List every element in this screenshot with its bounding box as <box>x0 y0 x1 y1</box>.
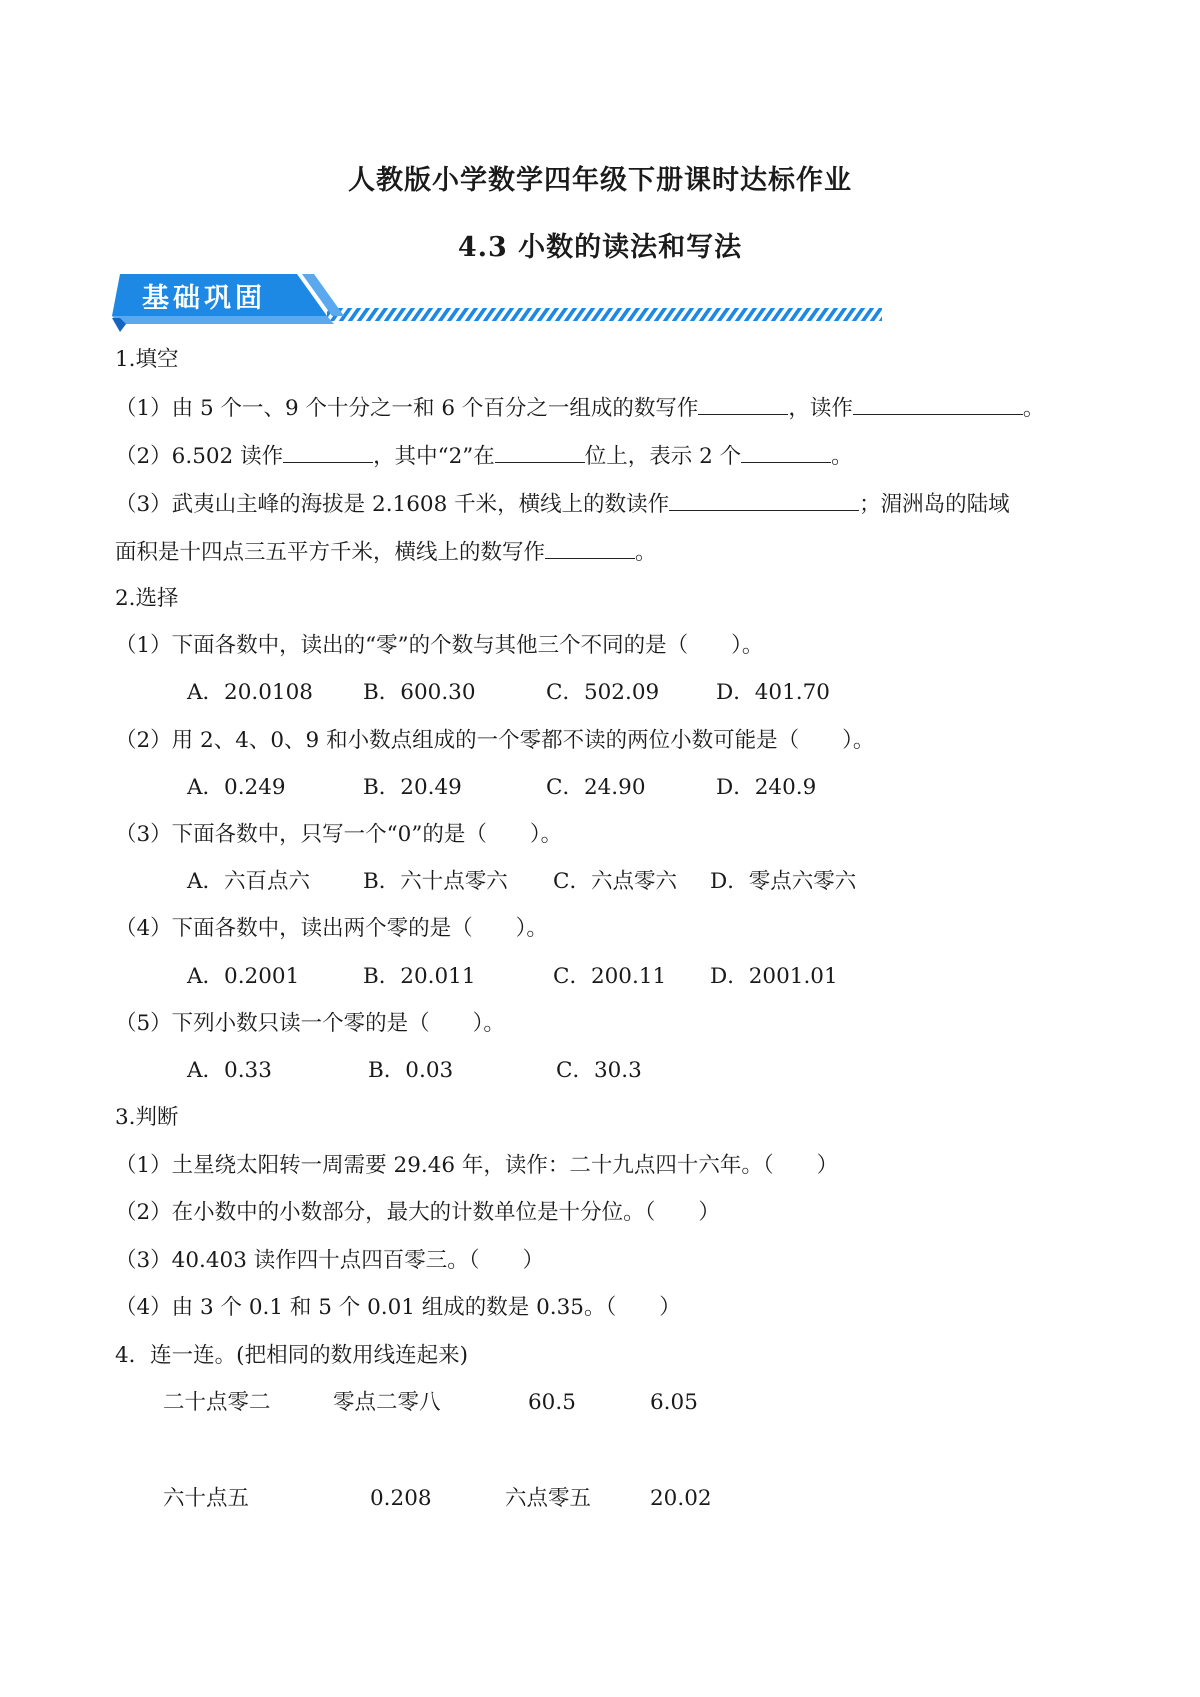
match-bottom-item[interactable]: 六点零五 <box>505 1486 592 1511</box>
fill-q1-text: （1）由 5 个一、9 个十分之一和 6 个百分之一组成的数写作 <box>115 396 699 421</box>
fill-q2-blank-read[interactable] <box>283 440 373 463</box>
section-heading-choice: 2.选择 <box>115 586 179 611</box>
match-top-item[interactable]: 二十点零二 <box>163 1390 271 1415</box>
option-b[interactable]: B．六十点零六 <box>363 869 508 894</box>
option-a[interactable]: A．六百点六 <box>187 869 311 894</box>
choice-question-4: （4）下面各数中，读出两个零的是（ ）。 <box>115 916 548 941</box>
fill-q3-text-area: 面积是十四点三五平方千米，横线上的数写作 <box>115 540 546 565</box>
option-c[interactable]: C．502.09 <box>546 680 660 705</box>
fill-q2-blank-unit[interactable] <box>741 440 831 463</box>
worksheet-title: 人教版小学数学四年级下册课时达标作业 <box>348 165 852 196</box>
option-d[interactable]: D．401.70 <box>716 680 830 705</box>
fill-q3-blank-read[interactable] <box>669 488 859 511</box>
option-c[interactable]: C．24.90 <box>546 775 646 800</box>
fill-q1-blank-write[interactable] <box>698 392 788 415</box>
match-top-item[interactable]: 零点二零八 <box>333 1390 441 1415</box>
option-b[interactable]: B．600.30 <box>363 680 476 705</box>
fill-q1-text-read: ，读作 <box>788 396 853 421</box>
fill-q2-text: （2）6.502 读作 <box>115 444 284 469</box>
option-d[interactable]: D．零点六零六 <box>710 869 857 894</box>
banner-label: 基础巩固 <box>142 283 266 314</box>
judge-question-1: （1）土星绕太阳转一周需要 29.46 年，读作：二十九点四十六年。（ ） <box>115 1153 839 1178</box>
option-c[interactable]: C．30.3 <box>556 1058 642 1083</box>
option-b[interactable]: B．0.03 <box>368 1058 454 1083</box>
lesson-subtitle: 4.3 小数的读法和写法 <box>457 232 743 263</box>
judge-question-3: （3）40.403 读作四十点四百零三。（ ） <box>115 1248 544 1273</box>
option-a[interactable]: A．0.33 <box>187 1058 272 1083</box>
choice-question-2: （2）用 2、4、0、9 和小数点组成的一个零都不读的两位小数可能是（ ）。 <box>115 728 875 753</box>
option-a[interactable]: A．0.2001 <box>187 964 300 989</box>
fill-q3-text: （3）武夷山主峰的海拔是 2.1608 千米，横线上的数读作 <box>115 492 670 517</box>
fill-q1-blank-read[interactable] <box>853 392 1023 415</box>
match-top-item[interactable]: 6.05 <box>650 1390 698 1415</box>
choice-question-3: （3）下面各数中，只写一个“0”的是（ ）。 <box>115 822 563 847</box>
fill-q3-text-island: ；湄洲岛的陆域 <box>859 492 1010 517</box>
match-bottom-item[interactable]: 六十点五 <box>163 1486 250 1511</box>
option-d[interactable]: D．2001.01 <box>710 964 838 989</box>
option-c[interactable]: C．200.11 <box>553 964 667 989</box>
fill-question-3-line-2 <box>115 536 657 568</box>
fill-question-3-line-1 <box>115 488 1010 520</box>
fill-q1-end: 。 <box>1022 396 1045 421</box>
section-heading-match: 4．连一连。(把相同的数用线连起来) <box>115 1343 468 1368</box>
option-b[interactable]: B．20.011 <box>363 964 476 989</box>
judge-question-2: （2）在小数中的小数部分，最大的计数单位是十分位。（ ） <box>115 1200 720 1225</box>
option-a[interactable]: A．0.249 <box>187 775 286 800</box>
option-a[interactable]: A．20.0108 <box>187 680 313 705</box>
choice-question-1: （1）下面各数中，读出的“零”的个数与其他三个不同的是（ ）。 <box>115 633 764 658</box>
option-c[interactable]: C．六点零六 <box>553 869 677 894</box>
section-heading-fill: 1.填空 <box>115 347 179 372</box>
choice-question-5: （5）下列小数只读一个零的是（ ）。 <box>115 1011 505 1036</box>
section-banner <box>112 272 962 334</box>
fill-question-1 <box>115 392 1044 424</box>
section-heading-judge: 3.判断 <box>115 1105 179 1130</box>
match-bottom-item[interactable]: 0.208 <box>370 1486 432 1511</box>
fill-q2-text-place: ，其中“2”在 <box>373 444 495 469</box>
fill-q3-blank-write[interactable] <box>545 536 635 559</box>
fill-q2-blank-place[interactable] <box>495 440 585 463</box>
match-bottom-item[interactable]: 20.02 <box>650 1486 712 1511</box>
judge-question-4: （4）由 3 个 0.1 和 5 个 0.01 组成的数是 0.35。（ ） <box>115 1295 681 1320</box>
fill-q2-text-unit: 位上，表示 2 个 <box>584 444 742 469</box>
option-d[interactable]: D．240.9 <box>716 775 817 800</box>
fill-q2-end: 。 <box>831 444 853 469</box>
match-top-item[interactable]: 60.5 <box>528 1390 576 1415</box>
option-b[interactable]: B．20.49 <box>363 775 462 800</box>
fill-q3-end: 。 <box>635 540 657 565</box>
fill-question-2 <box>115 440 853 472</box>
